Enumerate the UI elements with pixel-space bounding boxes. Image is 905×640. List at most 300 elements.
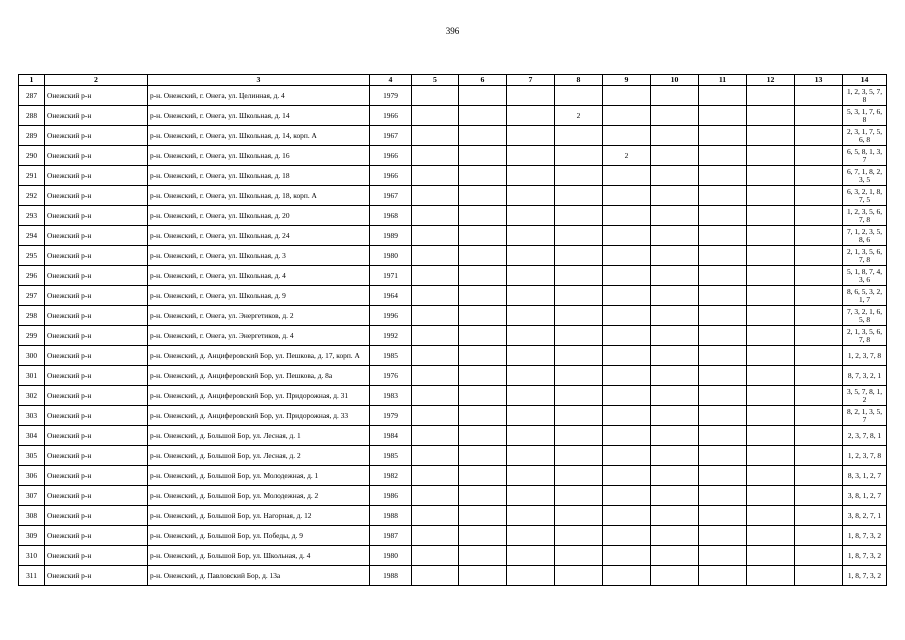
row-number-cell: 294 (19, 226, 45, 246)
col13-cell (795, 186, 843, 206)
table-row (19, 346, 887, 366)
col11-cell (699, 366, 747, 386)
address-cell: р-н. Онежский, д. Большой Бор, ул. Лесная, д. 2 (148, 446, 370, 466)
table-row (19, 226, 887, 246)
col13-cell (795, 486, 843, 506)
col9-cell (603, 186, 651, 206)
col9-cell (603, 386, 651, 406)
district-cell: Онежский р-н (45, 226, 148, 246)
address-cell: р-н. Онежский, г. Онега, ул. Школьная, д. 14 (148, 106, 370, 126)
row-number-cell: 295 (19, 246, 45, 266)
col13-cell (795, 546, 843, 566)
col10-cell (651, 266, 699, 286)
col9-cell (603, 546, 651, 566)
table-row (19, 126, 887, 146)
col5-cell (412, 186, 459, 206)
col5-cell (412, 246, 459, 266)
column-header-11: 11 (699, 75, 747, 86)
col6-cell (459, 306, 507, 326)
district-cell: Онежский р-н (45, 146, 148, 166)
col10-cell (651, 506, 699, 526)
col5-cell (412, 506, 459, 526)
col5-cell (412, 306, 459, 326)
district-cell: Онежский р-н (45, 106, 148, 126)
col12-cell (747, 486, 795, 506)
col14-cell: 1, 2, 3, 7, 8 (843, 346, 887, 366)
col11-cell (699, 526, 747, 546)
year-cell: 1989 (370, 226, 412, 246)
col12-cell (747, 506, 795, 526)
row-number-cell: 292 (19, 186, 45, 206)
col11-cell (699, 446, 747, 466)
col7-cell (507, 426, 555, 446)
column-header-3: 3 (148, 75, 370, 86)
column-header-9: 9 (603, 75, 651, 86)
col6-cell (459, 386, 507, 406)
col12-cell (747, 186, 795, 206)
col7-cell (507, 146, 555, 166)
col12-cell (747, 466, 795, 486)
col8-cell (555, 346, 603, 366)
col13-cell (795, 426, 843, 446)
col8-cell (555, 566, 603, 586)
row-number-cell: 306 (19, 466, 45, 486)
address-cell: р-н. Онежский, д. Большой Бор, ул. Победы, д. 9 (148, 526, 370, 546)
col9-cell (603, 486, 651, 506)
row-number-cell: 299 (19, 326, 45, 346)
col5-cell (412, 406, 459, 426)
col14-cell: 1, 8, 7, 3, 2 (843, 526, 887, 546)
col7-cell (507, 106, 555, 126)
col9-cell (603, 86, 651, 106)
table-row (19, 286, 887, 306)
page-number: 396 (445, 26, 460, 36)
col7-cell (507, 226, 555, 246)
column-header-8: 8 (555, 75, 603, 86)
year-cell: 1984 (370, 426, 412, 446)
table-row (19, 206, 887, 226)
year-cell: 1966 (370, 106, 412, 126)
address-cell: р-н. Онежский, г. Онега, ул. Школьная, д. 18, корп. А (148, 186, 370, 206)
col9-cell (603, 446, 651, 466)
col14-cell: 6, 5, 8, 1, 3, 7 (843, 146, 887, 166)
col11-cell (699, 306, 747, 326)
col9-cell (603, 106, 651, 126)
col13-cell (795, 106, 843, 126)
row-number-cell: 309 (19, 526, 45, 546)
col14-cell: 2, 1, 3, 5, 6, 7, 8 (843, 326, 887, 346)
col8-cell (555, 126, 603, 146)
col12-cell (747, 526, 795, 546)
col8-cell (555, 466, 603, 486)
col7-cell (507, 286, 555, 306)
col12-cell (747, 366, 795, 386)
col6-cell (459, 406, 507, 426)
address-cell: р-н. Онежский, д. Большой Бор, ул. Нагорная, д. 12 (148, 506, 370, 526)
column-header-2: 2 (45, 75, 148, 86)
col6-cell (459, 146, 507, 166)
col7-cell (507, 126, 555, 146)
col13-cell (795, 366, 843, 386)
col11-cell (699, 326, 747, 346)
col11-cell (699, 406, 747, 426)
district-cell: Онежский р-н (45, 166, 148, 186)
district-cell: Онежский р-н (45, 526, 148, 546)
col14-cell: 1, 8, 7, 3, 2 (843, 566, 887, 586)
year-cell: 1996 (370, 306, 412, 326)
col8-cell (555, 386, 603, 406)
col14-cell: 1, 2, 3, 7, 8 (843, 446, 887, 466)
col11-cell (699, 86, 747, 106)
col14-cell: 1, 2, 3, 5, 6, 7, 8 (843, 206, 887, 226)
col8-cell (555, 186, 603, 206)
col8-cell (555, 166, 603, 186)
col5-cell (412, 486, 459, 506)
row-number-cell: 287 (19, 86, 45, 106)
col10-cell (651, 526, 699, 546)
col7-cell (507, 406, 555, 426)
col12-cell (747, 226, 795, 246)
col5-cell (412, 326, 459, 346)
column-header-6: 6 (459, 75, 507, 86)
address-cell: р-н. Онежский, г. Онега, ул. Школьная, д. 14, корп. А (148, 126, 370, 146)
col10-cell (651, 226, 699, 246)
row-number-cell: 305 (19, 446, 45, 466)
col6-cell (459, 426, 507, 446)
col9-cell (603, 506, 651, 526)
col11-cell (699, 386, 747, 406)
col12-cell (747, 266, 795, 286)
col13-cell (795, 526, 843, 546)
district-cell: Онежский р-н (45, 506, 148, 526)
col6-cell (459, 486, 507, 506)
col12-cell (747, 426, 795, 446)
col11-cell (699, 426, 747, 446)
row-number-cell: 300 (19, 346, 45, 366)
col12-cell (747, 86, 795, 106)
district-cell: Онежский р-н (45, 186, 148, 206)
col12-cell (747, 546, 795, 566)
column-header-1: 1 (19, 75, 45, 86)
table-row (19, 386, 887, 406)
col12-cell (747, 206, 795, 226)
col5-cell (412, 566, 459, 586)
col14-cell: 2, 3, 7, 8, 1 (843, 426, 887, 446)
district-cell: Онежский р-н (45, 546, 148, 566)
col14-cell: 6, 7, 1, 8, 2, 3, 5 (843, 166, 887, 186)
col14-cell: 8, 7, 3, 2, 1 (843, 366, 887, 386)
district-cell: Онежский р-н (45, 406, 148, 426)
table-row (19, 166, 887, 186)
col8-cell (555, 366, 603, 386)
col10-cell (651, 486, 699, 506)
column-header-10: 10 (651, 75, 699, 86)
col5-cell (412, 226, 459, 246)
col11-cell (699, 126, 747, 146)
col12-cell (747, 286, 795, 306)
col13-cell (795, 226, 843, 246)
table-row (19, 326, 887, 346)
district-cell: Онежский р-н (45, 86, 148, 106)
col11-cell (699, 346, 747, 366)
col11-cell (699, 186, 747, 206)
col7-cell (507, 306, 555, 326)
col10-cell (651, 306, 699, 326)
address-cell: р-н. Онежский, г. Онега, ул. Школьная, д. 9 (148, 286, 370, 306)
col10-cell (651, 446, 699, 466)
district-cell: Онежский р-н (45, 326, 148, 346)
col5-cell (412, 466, 459, 486)
col6-cell (459, 206, 507, 226)
col10-cell (651, 346, 699, 366)
row-number-cell: 298 (19, 306, 45, 326)
table-row (19, 266, 887, 286)
address-cell: р-н. Онежский, д. Большой Бор, ул. Молодежная, д. 2 (148, 486, 370, 506)
col8-cell (555, 206, 603, 226)
column-header-5: 5 (412, 75, 459, 86)
table-body (19, 86, 887, 586)
col5-cell (412, 126, 459, 146)
col13-cell (795, 306, 843, 326)
col10-cell (651, 86, 699, 106)
col7-cell (507, 266, 555, 286)
column-header-7: 7 (507, 75, 555, 86)
col6-cell (459, 526, 507, 546)
col7-cell (507, 246, 555, 266)
col10-cell (651, 206, 699, 226)
col7-cell (507, 486, 555, 506)
col13-cell (795, 126, 843, 146)
col6-cell (459, 506, 507, 526)
col8-cell (555, 506, 603, 526)
col6-cell (459, 466, 507, 486)
col7-cell (507, 366, 555, 386)
col9-cell (603, 246, 651, 266)
address-cell: р-н. Онежский, г. Онега, ул. Энергетиков, д. 4 (148, 326, 370, 346)
col5-cell (412, 426, 459, 446)
col11-cell (699, 486, 747, 506)
col9-cell (603, 206, 651, 226)
col14-cell: 3, 8, 1, 2, 7 (843, 486, 887, 506)
col12-cell (747, 246, 795, 266)
col7-cell (507, 326, 555, 346)
district-cell: Онежский р-н (45, 206, 148, 226)
col8-cell: 2 (555, 106, 603, 126)
col7-cell (507, 446, 555, 466)
row-number-cell: 289 (19, 126, 45, 146)
col9-cell (603, 286, 651, 306)
row-number-cell: 291 (19, 166, 45, 186)
col10-cell (651, 126, 699, 146)
column-header-13: 13 (795, 75, 843, 86)
col14-cell: 7, 3, 2, 1, 6, 5, 8 (843, 306, 887, 326)
col9-cell (603, 566, 651, 586)
col7-cell (507, 566, 555, 586)
district-cell: Онежский р-н (45, 346, 148, 366)
col5-cell (412, 86, 459, 106)
table-row (19, 366, 887, 386)
col6-cell (459, 326, 507, 346)
year-cell: 1988 (370, 506, 412, 526)
table-row (19, 546, 887, 566)
col12-cell (747, 126, 795, 146)
year-cell: 1988 (370, 566, 412, 586)
col6-cell (459, 106, 507, 126)
col6-cell (459, 286, 507, 306)
address-cell: р-н. Онежский, г. Онега, ул. Школьная, д. 3 (148, 246, 370, 266)
table-row (19, 106, 887, 126)
col6-cell (459, 566, 507, 586)
col6-cell (459, 226, 507, 246)
year-cell: 1980 (370, 246, 412, 266)
year-cell: 1982 (370, 466, 412, 486)
col13-cell (795, 566, 843, 586)
column-header-4: 4 (370, 75, 412, 86)
col13-cell (795, 466, 843, 486)
col9-cell (603, 366, 651, 386)
table-row (19, 406, 887, 426)
col6-cell (459, 186, 507, 206)
col8-cell (555, 86, 603, 106)
row-number-cell: 296 (19, 266, 45, 286)
col9-cell (603, 466, 651, 486)
col10-cell (651, 466, 699, 486)
col8-cell (555, 546, 603, 566)
year-cell: 1992 (370, 326, 412, 346)
col13-cell (795, 326, 843, 346)
col9-cell (603, 306, 651, 326)
col10-cell (651, 426, 699, 446)
col8-cell (555, 146, 603, 166)
row-number-cell: 297 (19, 286, 45, 306)
col9-cell (603, 526, 651, 546)
col10-cell (651, 546, 699, 566)
housing-registry-table (18, 74, 887, 586)
table-row (19, 426, 887, 446)
table-row (19, 566, 887, 586)
year-cell: 1966 (370, 146, 412, 166)
row-number-cell: 307 (19, 486, 45, 506)
col5-cell (412, 546, 459, 566)
year-cell: 1987 (370, 526, 412, 546)
col14-cell: 2, 1, 3, 5, 6, 7, 8 (843, 246, 887, 266)
col9-cell (603, 266, 651, 286)
year-cell: 1979 (370, 406, 412, 426)
col11-cell (699, 546, 747, 566)
col12-cell (747, 146, 795, 166)
table-row (19, 526, 887, 546)
col9-cell (603, 426, 651, 446)
year-cell: 1966 (370, 166, 412, 186)
year-cell: 1980 (370, 546, 412, 566)
col8-cell (555, 446, 603, 466)
address-cell: р-н. Онежский, г. Онега, ул. Энергетиков, д. 2 (148, 306, 370, 326)
col5-cell (412, 286, 459, 306)
col5-cell (412, 446, 459, 466)
col14-cell: 6, 3, 2, 1, 8, 7, 5 (843, 186, 887, 206)
col14-cell: 1, 2, 3, 5, 7, 8 (843, 86, 887, 106)
district-cell: Онежский р-н (45, 386, 148, 406)
col13-cell (795, 246, 843, 266)
col7-cell (507, 346, 555, 366)
col6-cell (459, 346, 507, 366)
col5-cell (412, 166, 459, 186)
col5-cell (412, 346, 459, 366)
col12-cell (747, 326, 795, 346)
col14-cell: 5, 3, 1, 7, 6, 8 (843, 106, 887, 126)
col6-cell (459, 366, 507, 386)
year-cell: 1983 (370, 386, 412, 406)
table-row (19, 486, 887, 506)
col11-cell (699, 146, 747, 166)
col5-cell (412, 266, 459, 286)
col11-cell (699, 566, 747, 586)
col7-cell (507, 186, 555, 206)
district-cell: Онежский р-н (45, 246, 148, 266)
col8-cell (555, 526, 603, 546)
col11-cell (699, 106, 747, 126)
col11-cell (699, 206, 747, 226)
table-row (19, 466, 887, 486)
col9-cell (603, 406, 651, 426)
col14-cell: 3, 8, 2, 7, 1 (843, 506, 887, 526)
col8-cell (555, 286, 603, 306)
year-cell: 1985 (370, 446, 412, 466)
col13-cell (795, 346, 843, 366)
col8-cell (555, 266, 603, 286)
col11-cell (699, 246, 747, 266)
col9-cell (603, 126, 651, 146)
col7-cell (507, 546, 555, 566)
row-number-cell: 311 (19, 566, 45, 586)
district-cell: Онежский р-н (45, 566, 148, 586)
col13-cell (795, 146, 843, 166)
address-cell: р-н. Онежский, д. Павловский Бор, д. 13а (148, 566, 370, 586)
col8-cell (555, 426, 603, 446)
district-cell: Онежский р-н (45, 306, 148, 326)
col13-cell (795, 206, 843, 226)
row-number-cell: 308 (19, 506, 45, 526)
col5-cell (412, 146, 459, 166)
address-cell: р-н. Онежский, г. Онега, ул. Школьная, д. 20 (148, 206, 370, 226)
col8-cell (555, 406, 603, 426)
col6-cell (459, 246, 507, 266)
row-number-cell: 290 (19, 146, 45, 166)
col6-cell (459, 126, 507, 146)
col12-cell (747, 446, 795, 466)
year-cell: 1967 (370, 186, 412, 206)
row-number-cell: 303 (19, 406, 45, 426)
col7-cell (507, 526, 555, 546)
col7-cell (507, 466, 555, 486)
col12-cell (747, 166, 795, 186)
col14-cell: 5, 1, 8, 7, 4, 3, 6 (843, 266, 887, 286)
year-cell: 1985 (370, 346, 412, 366)
col13-cell (795, 386, 843, 406)
table-row (19, 446, 887, 466)
col11-cell (699, 506, 747, 526)
address-cell: р-н. Онежский, г. Онега, ул. Школьная, д. 16 (148, 146, 370, 166)
col10-cell (651, 386, 699, 406)
col14-cell: 8, 6, 5, 3, 2, 1, 7 (843, 286, 887, 306)
col14-cell: 7, 1, 2, 3, 5, 8, 6 (843, 226, 887, 246)
col12-cell (747, 406, 795, 426)
col12-cell (747, 106, 795, 126)
col6-cell (459, 446, 507, 466)
col13-cell (795, 406, 843, 426)
col7-cell (507, 506, 555, 526)
district-cell: Онежский р-н (45, 446, 148, 466)
